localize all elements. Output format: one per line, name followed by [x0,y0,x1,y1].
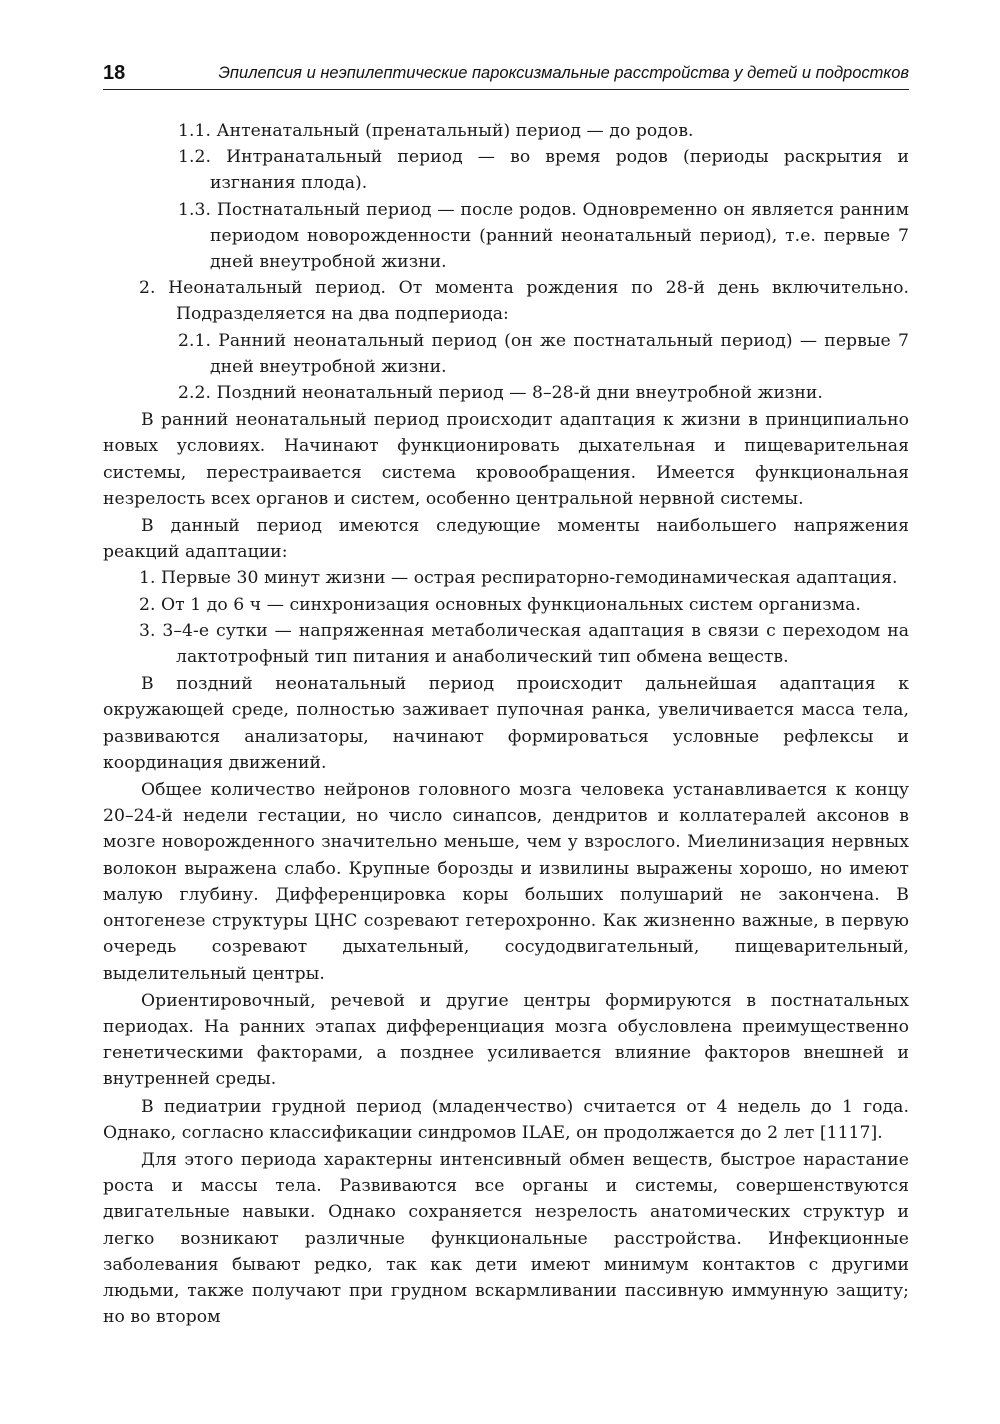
list-item-1-3: 1.3. Постнатальный период — после родов. Одновременно он является ранним периодом новорожденности (ранний неонатальный период), т.е. первые 7 дней внеутробной жизни. [178,199,909,273]
running-title: Эпилепсия и неэпилептические пароксизмальные расстройства у детей и подростков [218,64,909,82]
adaptation-item-2: 2. От 1 до 6 ч — синхронизация основных функциональных систем организма. [139,594,861,615]
paragraph-late-neonatal: В поздний неонатальный период происходит дальнейшая адаптация к окружающей среде, полностью заживает пупочная ранка, увеличивается масса тела, развиваются анализаторы, начинают формироваться условные рефлексы и координация движений. [103,674,909,773]
header-rule [103,89,909,90]
paragraph-centers: Ориентировочный, речевой и другие центры формируются в постнатальных периодах. На ранних этапах дифференциация мозга обусловлена преимущественно генетическими факторами, а позднее усиливается влияние факторов внешней и внутренней среды. [103,990,909,1090]
paragraph-early-neonatal: В ранний неонатальный период происходит адаптация к жизни в принципиально новых условиях. Начинают функционировать дыхательная и пищеварительная системы, перестраивается система кровообращения. Имеется функциональная незрелость всех органов и систем, особенно центральной нервной системы. [103,410,909,509]
list-item-2: 2. Неонатальный период. От момента рождения по 28-й день включительно. Подразделяется на два подпериода: [139,278,909,325]
list-item-2-1: 2.1. Ранний неонатальный период (он же постнатальный период) — первые 7 дней внеутробной жизни. [178,330,909,377]
paragraph-adaptation-moments: В данный период имеются следующие моменты наибольшего напряжения реакций адаптации: [103,516,909,563]
paragraph-infancy: В педиатрии грудной период (младенчество) считается от 4 недель до 1 года. Однако, согласно классификации синдромов ILAE, он продолжается до 2 лет [1117]. [103,1096,909,1143]
page-body [103,118,909,1330]
adaptation-item-1: 1. Первые 30 минут жизни — острая респираторно-гемодинамическая адаптация. [139,568,898,589]
list-item-1-2: 1.2. Интранатальный период — во время родов (периоды раскрытия и изгнания плода). [178,147,909,194]
paragraph-neurons: Общее количество нейронов головного мозга человека устанавливается к концу 20–24-й недели гестации, но число синапсов, дендритов и коллатералей аксонов в мозге новорожденного значительно меньше, чем у взрослого. Миелинизация нервных волокон выражена слабо. Крупные борозды и извилины выражены хорошо, но имеют малую глубину. Дифференцировка коры больших полушарий не закончена. В онтогенезе структуры ЦНС созревают гетерохронно. Как жизненно важные, в первую очередь созревают дыхательный, сосудодвигательный, пищеварительный, выделительный центры. [103,780,909,984]
page-number: 18 [103,62,126,84]
adaptation-item-3: 3. 3–4-е сутки — напряженная метаболическая адаптация в связи с переходом на лактотрофный тип питания и анаболический тип обмена веществ. [139,620,909,668]
page-header [103,62,909,92]
paragraph-infancy-characteristics: Для этого периода характерны интенсивный обмен веществ, быстрое нарастание роста и массы тела. Развиваются все органы и системы, совершенствуются двигательные навыки. Однако сохраняется незрелость анатомических структур и легко возникают различные функциональные расстройства. Инфекционные заболевания бывают редко, так как дети имеют минимум контактов с другими людьми, также получают при грудном вскармливании пассивную иммунную защиту; но во втором [103,1149,909,1328]
list-item-1-1: 1.1. Антенатальный (пренатальный) период — до родов. [178,121,694,141]
list-item-2-2: 2.2. Поздний неонатальный период — 8–28-й дни внеутробной жизни. [178,383,823,404]
